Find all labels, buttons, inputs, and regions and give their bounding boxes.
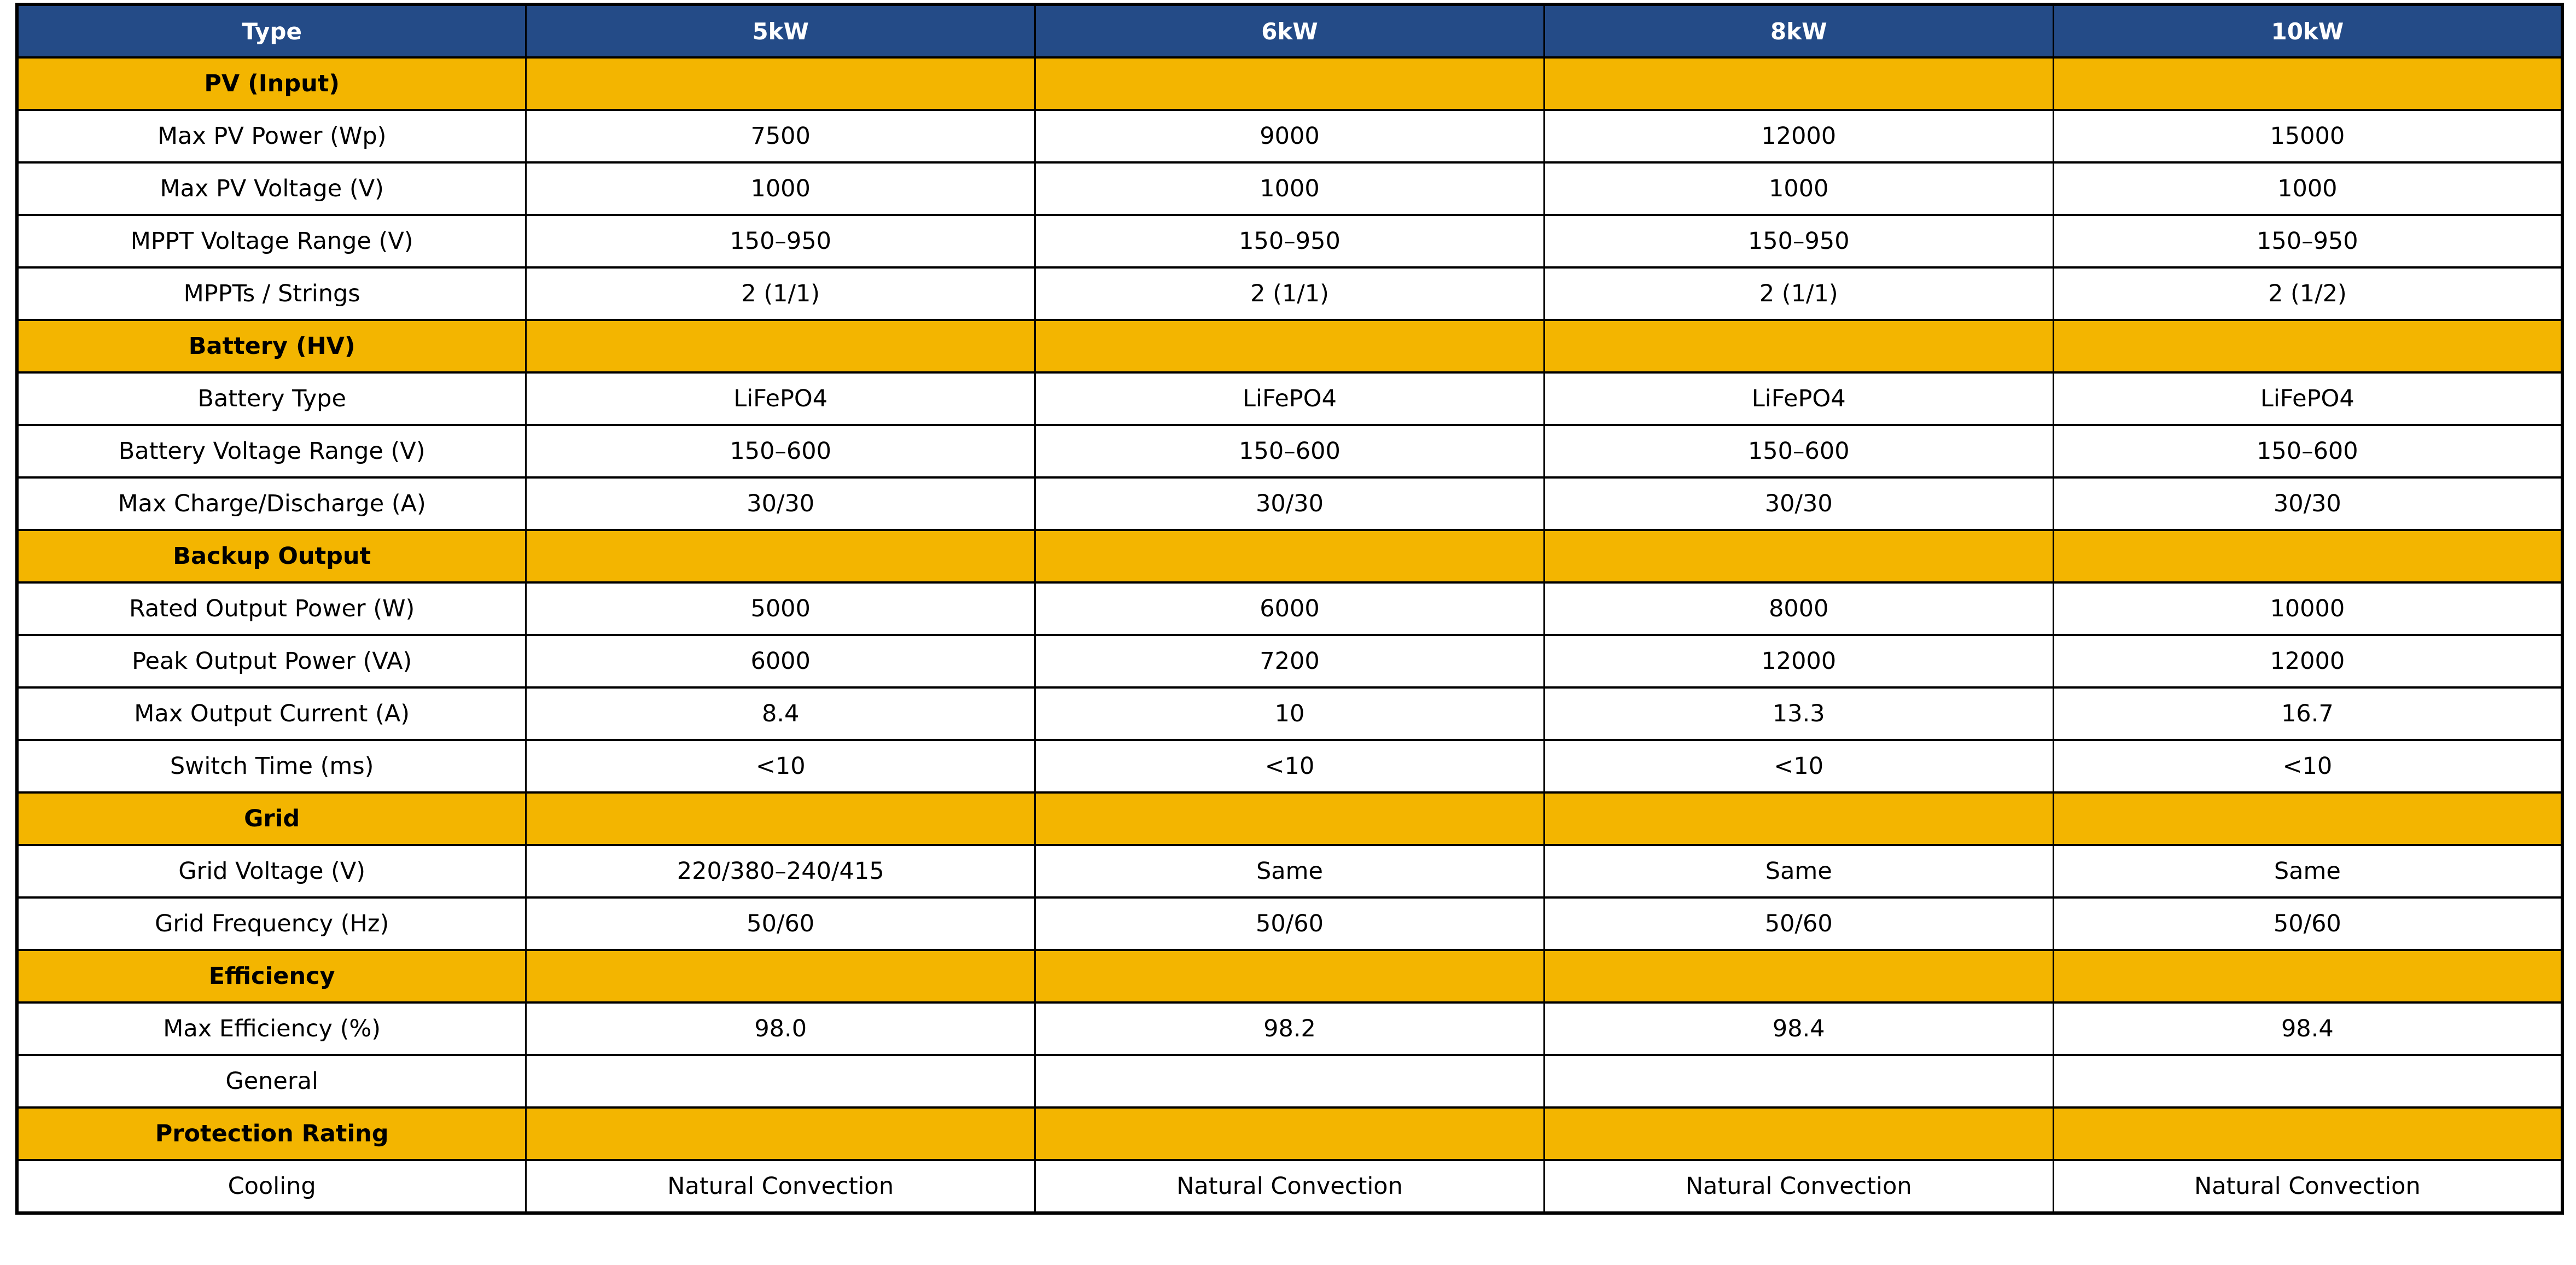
table-cell: 50/60: [1544, 897, 2053, 950]
table-cell: [526, 1055, 1035, 1107]
table-cell: 5000: [526, 582, 1035, 635]
table-cell: [526, 57, 1035, 110]
table-row: [17, 372, 2562, 425]
table-cell: [526, 530, 1035, 582]
row-label: Max PV Voltage (V): [17, 162, 526, 215]
table-cell: Same: [2053, 845, 2562, 897]
table-cell: [526, 320, 1035, 372]
table-cell: 6000: [1035, 582, 1545, 635]
table-cell: 1000: [2053, 162, 2562, 215]
row-label: Grid Frequency (Hz): [17, 897, 526, 950]
table-cell: [526, 792, 1035, 845]
table-cell: [1544, 792, 2053, 845]
table-cell: 150–600: [2053, 425, 2562, 477]
table-cell: 10000: [2053, 582, 2562, 635]
row-label: Switch Time (ms): [17, 740, 526, 792]
table-cell: [2053, 57, 2562, 110]
table-cell: 1000: [1544, 162, 2053, 215]
table-row: [17, 845, 2562, 897]
header-model-6kw: 6kW: [1035, 4, 1545, 57]
row-label: MPPT Voltage Range (V): [17, 215, 526, 267]
table-cell: 9000: [1035, 110, 1545, 162]
table-cell: [1544, 1107, 2053, 1160]
table-row: [17, 110, 2562, 162]
row-label: Battery Voltage Range (V): [17, 425, 526, 477]
table-cell: 10: [1035, 687, 1545, 740]
table-cell: [526, 950, 1035, 1002]
header-model-10kw: 10kW: [2053, 4, 2562, 57]
table-row: [17, 1055, 2562, 1107]
table-cell: 30/30: [2053, 477, 2562, 530]
table-cell: 150–600: [526, 425, 1035, 477]
table-cell: Same: [1035, 845, 1545, 897]
inverter-spec-table: [15, 3, 2564, 1215]
table-cell: [1035, 1055, 1545, 1107]
table-cell: 12000: [1544, 635, 2053, 687]
table-cell: Natural Convection: [1544, 1160, 2053, 1213]
table-cell: <10: [1544, 740, 2053, 792]
table-row: [17, 1160, 2562, 1213]
table-row: [17, 635, 2562, 687]
table-cell: 150–950: [2053, 215, 2562, 267]
table-cell: [2053, 792, 2562, 845]
section-label: Battery (HV): [17, 320, 526, 372]
row-label: Battery Type: [17, 372, 526, 425]
table-cell: 2 (1/1): [1544, 267, 2053, 320]
table-cell: 30/30: [1544, 477, 2053, 530]
table-cell: Natural Convection: [526, 1160, 1035, 1213]
table-cell: LiFePO4: [2053, 372, 2562, 425]
table-cell: [1035, 792, 1545, 845]
table-cell: [1035, 320, 1545, 372]
table-cell: [1544, 530, 2053, 582]
section-label: PV (Input): [17, 57, 526, 110]
table-cell: [526, 1107, 1035, 1160]
table-cell: 2 (1/1): [1035, 267, 1545, 320]
table-cell: 98.4: [2053, 1002, 2562, 1055]
table-cell: [1035, 530, 1545, 582]
table-header-row: [17, 4, 2562, 57]
table-cell: 30/30: [1035, 477, 1545, 530]
table-cell: LiFePO4: [1544, 372, 2053, 425]
table-cell: Natural Convection: [1035, 1160, 1545, 1213]
table-cell: 150–600: [1544, 425, 2053, 477]
table-cell: 2 (1/1): [526, 267, 1035, 320]
table-cell: [1035, 57, 1545, 110]
table-row: [17, 1002, 2562, 1055]
row-label: Grid Voltage (V): [17, 845, 526, 897]
table-row: [17, 582, 2562, 635]
table-cell: [2053, 950, 2562, 1002]
table-cell: [1035, 1107, 1545, 1160]
table-cell: [2053, 1055, 2562, 1107]
section-row-pv-input: [17, 57, 2562, 110]
table-cell: 2 (1/2): [2053, 267, 2562, 320]
table-cell: LiFePO4: [526, 372, 1035, 425]
table-row: [17, 162, 2562, 215]
row-label: MPPTs / Strings: [17, 267, 526, 320]
table-row: [17, 267, 2562, 320]
header-model-5kw: 5kW: [526, 4, 1035, 57]
table-cell: <10: [2053, 740, 2562, 792]
table-cell: [1544, 950, 2053, 1002]
table-cell: Same: [1544, 845, 2053, 897]
table-cell: 50/60: [1035, 897, 1545, 950]
section-label: Backup Output: [17, 530, 526, 582]
section-row-backup-output: [17, 530, 2562, 582]
row-label: Peak Output Power (VA): [17, 635, 526, 687]
table-row: [17, 215, 2562, 267]
table-cell: 98.0: [526, 1002, 1035, 1055]
section-label: Efficiency: [17, 950, 526, 1002]
section-label: Protection Rating: [17, 1107, 526, 1160]
table-cell: 15000: [2053, 110, 2562, 162]
table-cell: [1035, 950, 1545, 1002]
row-label: Max Output Current (A): [17, 687, 526, 740]
table-cell: 1000: [1035, 162, 1545, 215]
section-row-battery-hv: [17, 320, 2562, 372]
table-row: [17, 897, 2562, 950]
table-cell: 30/30: [526, 477, 1035, 530]
row-label: Max Charge/Discharge (A): [17, 477, 526, 530]
table-cell: 150–950: [526, 215, 1035, 267]
section-row-grid: [17, 792, 2562, 845]
table-cell: 12000: [2053, 635, 2562, 687]
table-cell: [1544, 1055, 2053, 1107]
table-cell: Natural Convection: [2053, 1160, 2562, 1213]
section-row-efficiency: [17, 950, 2562, 1002]
table-cell: 150–950: [1544, 215, 2053, 267]
row-label: Rated Output Power (W): [17, 582, 526, 635]
table-row: [17, 425, 2562, 477]
header-model-8kw: 8kW: [1544, 4, 2053, 57]
table-cell: 150–950: [1035, 215, 1545, 267]
table-cell: 13.3: [1544, 687, 2053, 740]
row-label: Cooling: [17, 1160, 526, 1213]
table-cell: 1000: [526, 162, 1035, 215]
table-cell: 16.7: [2053, 687, 2562, 740]
table-cell: 8000: [1544, 582, 2053, 635]
table-cell: LiFePO4: [1035, 372, 1545, 425]
table-cell: 6000: [526, 635, 1035, 687]
table-cell: 7500: [526, 110, 1035, 162]
table-cell: 12000: [1544, 110, 2053, 162]
section-label: Grid: [17, 792, 526, 845]
table-cell: 150–600: [1035, 425, 1545, 477]
table-cell: 220/380–240/415: [526, 845, 1035, 897]
row-label: Max Efficiency (%): [17, 1002, 526, 1055]
table-cell: 8.4: [526, 687, 1035, 740]
table-cell: [2053, 530, 2562, 582]
table-row: [17, 687, 2562, 740]
table-cell: 50/60: [2053, 897, 2562, 950]
table-cell: [1544, 57, 2053, 110]
table-cell: <10: [526, 740, 1035, 792]
table-cell: 7200: [1035, 635, 1545, 687]
table-cell: [1544, 320, 2053, 372]
row-label: Max PV Power (Wp): [17, 110, 526, 162]
table-cell: 98.4: [1544, 1002, 2053, 1055]
table-row: [17, 740, 2562, 792]
table-cell: <10: [1035, 740, 1545, 792]
table-row: [17, 477, 2562, 530]
table-cell: [2053, 320, 2562, 372]
table-cell: [2053, 1107, 2562, 1160]
table-cell: 98.2: [1035, 1002, 1545, 1055]
table-cell: 50/60: [526, 897, 1035, 950]
row-label: General: [17, 1055, 526, 1107]
section-row-protection-rating: [17, 1107, 2562, 1160]
header-type: Type: [17, 4, 526, 57]
